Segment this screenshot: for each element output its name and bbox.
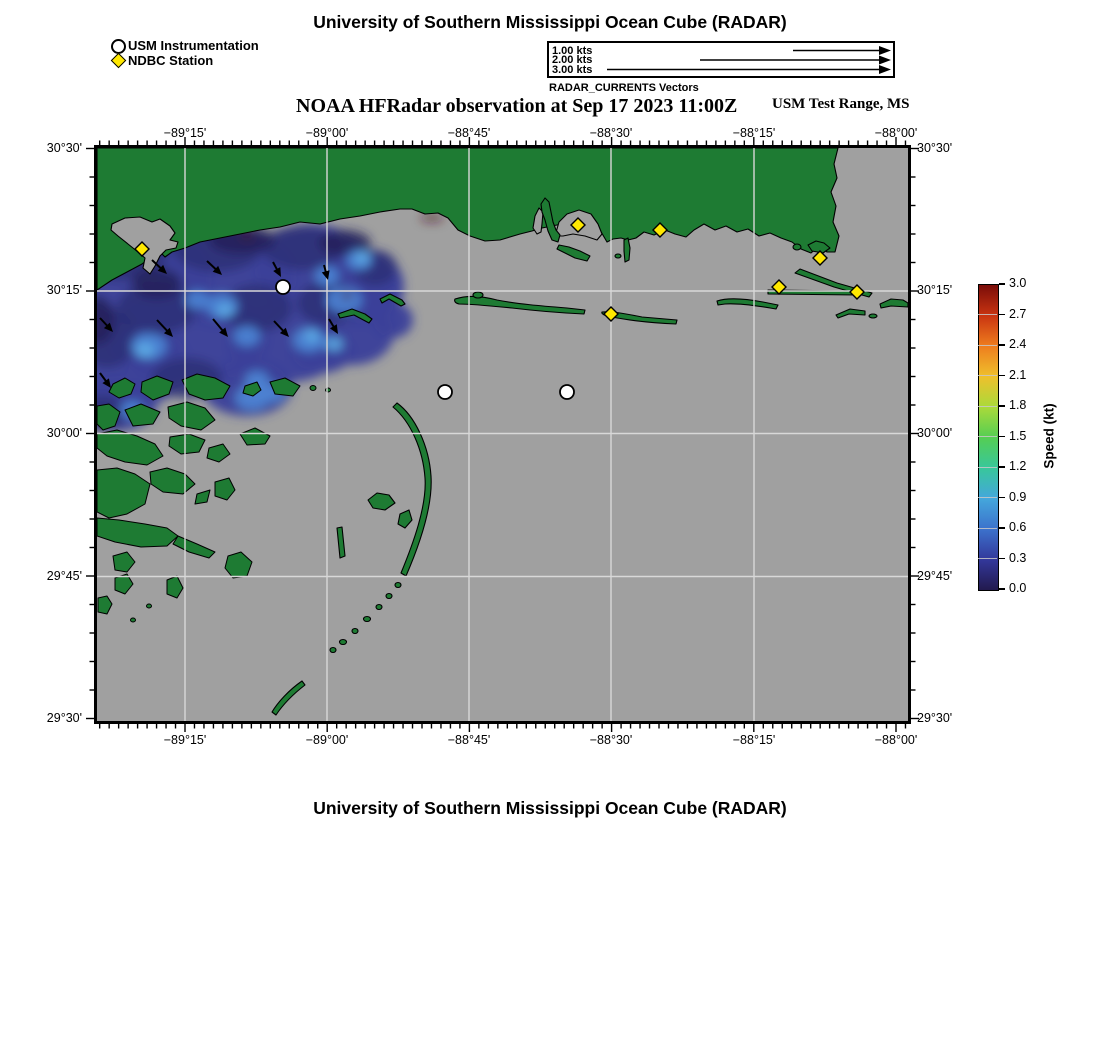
louisiana-marsh (97, 374, 331, 622)
x-tick-label: −88°45' (447, 126, 491, 140)
cat-ship-island (455, 296, 585, 314)
legend-ndbc-label: NDBC Station (128, 53, 214, 68)
colorbar-gridline (978, 558, 997, 559)
bottom-title: University of Southern Mississippi Ocean Cube (RADAR) (313, 798, 787, 818)
deer-island (557, 245, 590, 261)
colorbar-tick (999, 405, 1005, 407)
x-tick-label: −88°30' (589, 733, 633, 747)
speed-colorbar (978, 284, 999, 591)
usm-instrumentation-marker (276, 280, 290, 294)
vector-scale-1kt: 1.00 kts (552, 44, 593, 57)
colorbar-gridline (978, 436, 997, 437)
colorbar-gridline (978, 528, 997, 529)
ndbc-station-marker (813, 251, 827, 265)
x-tick-label: −88°00' (874, 733, 918, 747)
colorbar-gridline (978, 406, 997, 407)
right-edge-island-1 (880, 299, 908, 308)
colorbar-tick-label: 3.0 (1009, 276, 1027, 290)
right-edge-island-2 (836, 309, 865, 318)
x-tick-label: −88°00' (874, 126, 918, 140)
colorbar-tick (999, 375, 1005, 377)
colorbar-gridline (978, 375, 997, 376)
y-tick-label: 30°00' (46, 425, 82, 440)
x-tick-label: −88°15' (732, 126, 776, 140)
colorbar-tick (999, 588, 1005, 590)
x-tick-label: −88°15' (732, 733, 776, 747)
page-title: University of Southern Mississippi Ocean Cube (RADAR) (313, 12, 787, 32)
chandeleur-islands (272, 403, 431, 715)
x-tick-label: −89°00' (305, 733, 349, 747)
colorbar-tick (999, 436, 1005, 438)
colorbar-tick (999, 497, 1005, 499)
cat-island-spur (473, 292, 483, 298)
x-tick-label: −89°00' (305, 126, 349, 140)
map-graphics (97, 148, 908, 721)
y-tick-label: 30°15' (46, 283, 82, 297)
colorbar-tick-label: 2.1 (1009, 367, 1027, 382)
colorbar-gridline (978, 497, 997, 498)
colorbar-tick-label: 0.0 (1009, 581, 1027, 595)
colorbar-tick (999, 527, 1005, 529)
colorbar-tick (999, 314, 1005, 316)
x-tick-label: −89°15' (163, 126, 207, 140)
x-tick-label: −88°45' (447, 733, 491, 747)
legend-usm-label: USM Instrumentation (128, 38, 259, 53)
observation-subtitle: NOAA HFRadar observation at Sep 17 2023 11:00Z (296, 95, 738, 117)
y-tick-label: 30°30' (917, 140, 953, 155)
colorbar-title: Speed (kt) (1041, 403, 1057, 469)
petit-bois-island (717, 299, 778, 309)
y-tick-label: 29°30' (46, 711, 82, 725)
range-label: USM Test Range, MS (772, 96, 910, 112)
y-tick-label: 29°45' (917, 568, 953, 583)
colorbar-tick-label: 1.2 (1009, 459, 1027, 473)
ocean-springs-spur (624, 238, 630, 262)
colorbar-tick-label: 0.6 (1009, 520, 1027, 534)
ndbc-diamond-icon (113, 55, 124, 66)
colorbar-tick-label: 0.9 (1009, 489, 1027, 504)
colorbar-tick-label: 1.8 (1009, 398, 1027, 412)
vector-caption: RADAR_CURRENTS Vectors (549, 82, 699, 94)
y-tick-label: 30°15' (917, 283, 953, 297)
colorbar-tick (999, 466, 1005, 468)
x-tick-label: −88°30' (589, 126, 633, 140)
y-tick-label: 29°45' (46, 568, 82, 583)
ndbc-station-marker (604, 307, 618, 321)
small-island (615, 254, 621, 258)
vector-scale-2kt: 2.00 kts (552, 54, 593, 66)
usm-instrumentation-marker (560, 385, 574, 399)
colorbar-gridline (978, 345, 997, 346)
y-tick-label: 30°00' (917, 425, 953, 440)
usm-instrumentation-marker (438, 385, 452, 399)
right-edge-islet (869, 314, 877, 318)
y-tick-label: 30°30' (46, 140, 82, 155)
colorbar-tick-label: 2.4 (1009, 337, 1027, 351)
colorbar-gridline (978, 467, 997, 468)
bayou-islet (793, 244, 801, 250)
map-canvas (94, 145, 911, 724)
colorbar-gridline (978, 314, 997, 315)
x-tick-label: −89°15' (163, 733, 207, 747)
vector-scale-3kt: 3.00 kts (552, 63, 593, 76)
colorbar-tick (999, 283, 1005, 285)
y-tick-label: 29°30' (917, 711, 953, 725)
colorbar-tick-label: 1.5 (1009, 428, 1027, 443)
colorbar-tick (999, 344, 1005, 346)
colorbar-tick-label: 0.3 (1009, 550, 1027, 565)
vector-scale-box (547, 41, 895, 78)
colorbar-tick-label: 2.7 (1009, 306, 1027, 321)
colorbar-tick (999, 558, 1005, 560)
